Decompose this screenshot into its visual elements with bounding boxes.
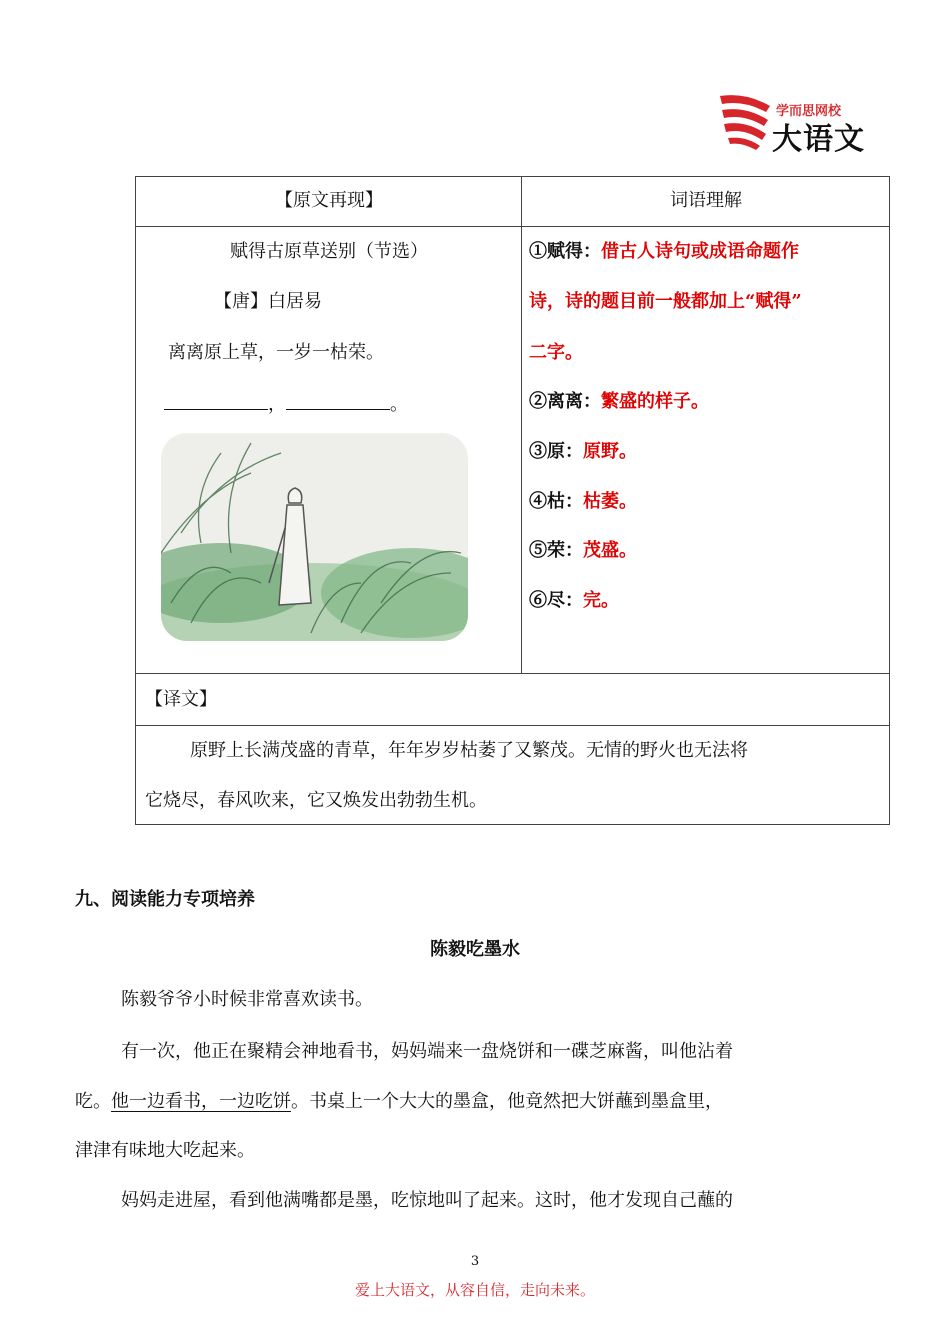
translation-line-2: 它烧尽，春风吹来，它又焕发出勃勃生机。	[145, 790, 487, 811]
story-paragraph-3: 妈妈走进屋，看到他满嘴都是墨，吃惊地叫了起来。这时，他才发现自己蘸的	[121, 1190, 733, 1211]
header-original-text: 【原文再现】	[275, 190, 383, 211]
blank-2[interactable]	[286, 393, 390, 410]
term-jin: ⑥尽：完。	[529, 590, 619, 611]
story-paragraph-2-line-2: 吃。他一边看书，一边吃饼。书桌上一个大大的墨盒，他竟然把大饼蘸到墨盒里，	[75, 1091, 723, 1112]
page-number: 3	[470, 1254, 480, 1269]
term-ku: ④枯：枯萎。	[529, 491, 637, 512]
header-vocabulary: 词语理解	[670, 190, 742, 211]
story-title: 陈毅吃墨水	[430, 939, 520, 960]
logo-mark-icon	[716, 92, 774, 152]
story-paragraph-1: 陈毅爷爷小时候非常喜欢读书。	[121, 989, 373, 1010]
translation-line-1: 原野上长满茂盛的青草，年年岁岁枯萎了又繁茂。无情的野火也无法将	[190, 740, 748, 761]
term-fude-line-2: 诗，诗的题目前一般都加上“赋得”	[529, 291, 802, 312]
logo-title: 大语文	[772, 122, 865, 157]
term-fude: ①赋得：借古人诗句或成语命题作	[529, 241, 799, 262]
poem-line-1: 离离原上草，一岁一枯荣。	[168, 342, 384, 363]
term-yuan: ③原：原野。	[529, 441, 637, 462]
logo-subtitle: 学而思网校	[776, 104, 842, 119]
brand-logo	[716, 92, 876, 157]
blank-1[interactable]	[164, 393, 268, 410]
poem-title: 赋得古原草送别（节选）	[230, 241, 428, 262]
term-lili: ②离离：繁盛的样子。	[529, 391, 709, 412]
footer-slogan: 爱上大语文，从容自信，走向未来。	[354, 1281, 595, 1299]
poem-line-2-blanks: ， 。	[164, 393, 408, 417]
translation-label: 【译文】	[145, 689, 217, 710]
term-rong: ⑤荣：茂盛。	[529, 540, 637, 561]
poem-author: 【唐】白居易	[214, 291, 322, 312]
story-paragraph-2-line-1: 有一次，他正在聚精会神地看书，妈妈端来一盘烧饼和一碟芝麻酱，叫他沾着	[121, 1041, 733, 1062]
term-fude-line-3: 二字。	[529, 342, 583, 363]
underlined-sentence: 他一边看书，一边吃饼	[111, 1091, 291, 1112]
section-heading: 九、阅读能力专项培养	[75, 889, 255, 910]
story-paragraph-2-line-3: 津津有味地大吃起来。	[75, 1140, 255, 1161]
poem-illustration	[161, 433, 468, 641]
